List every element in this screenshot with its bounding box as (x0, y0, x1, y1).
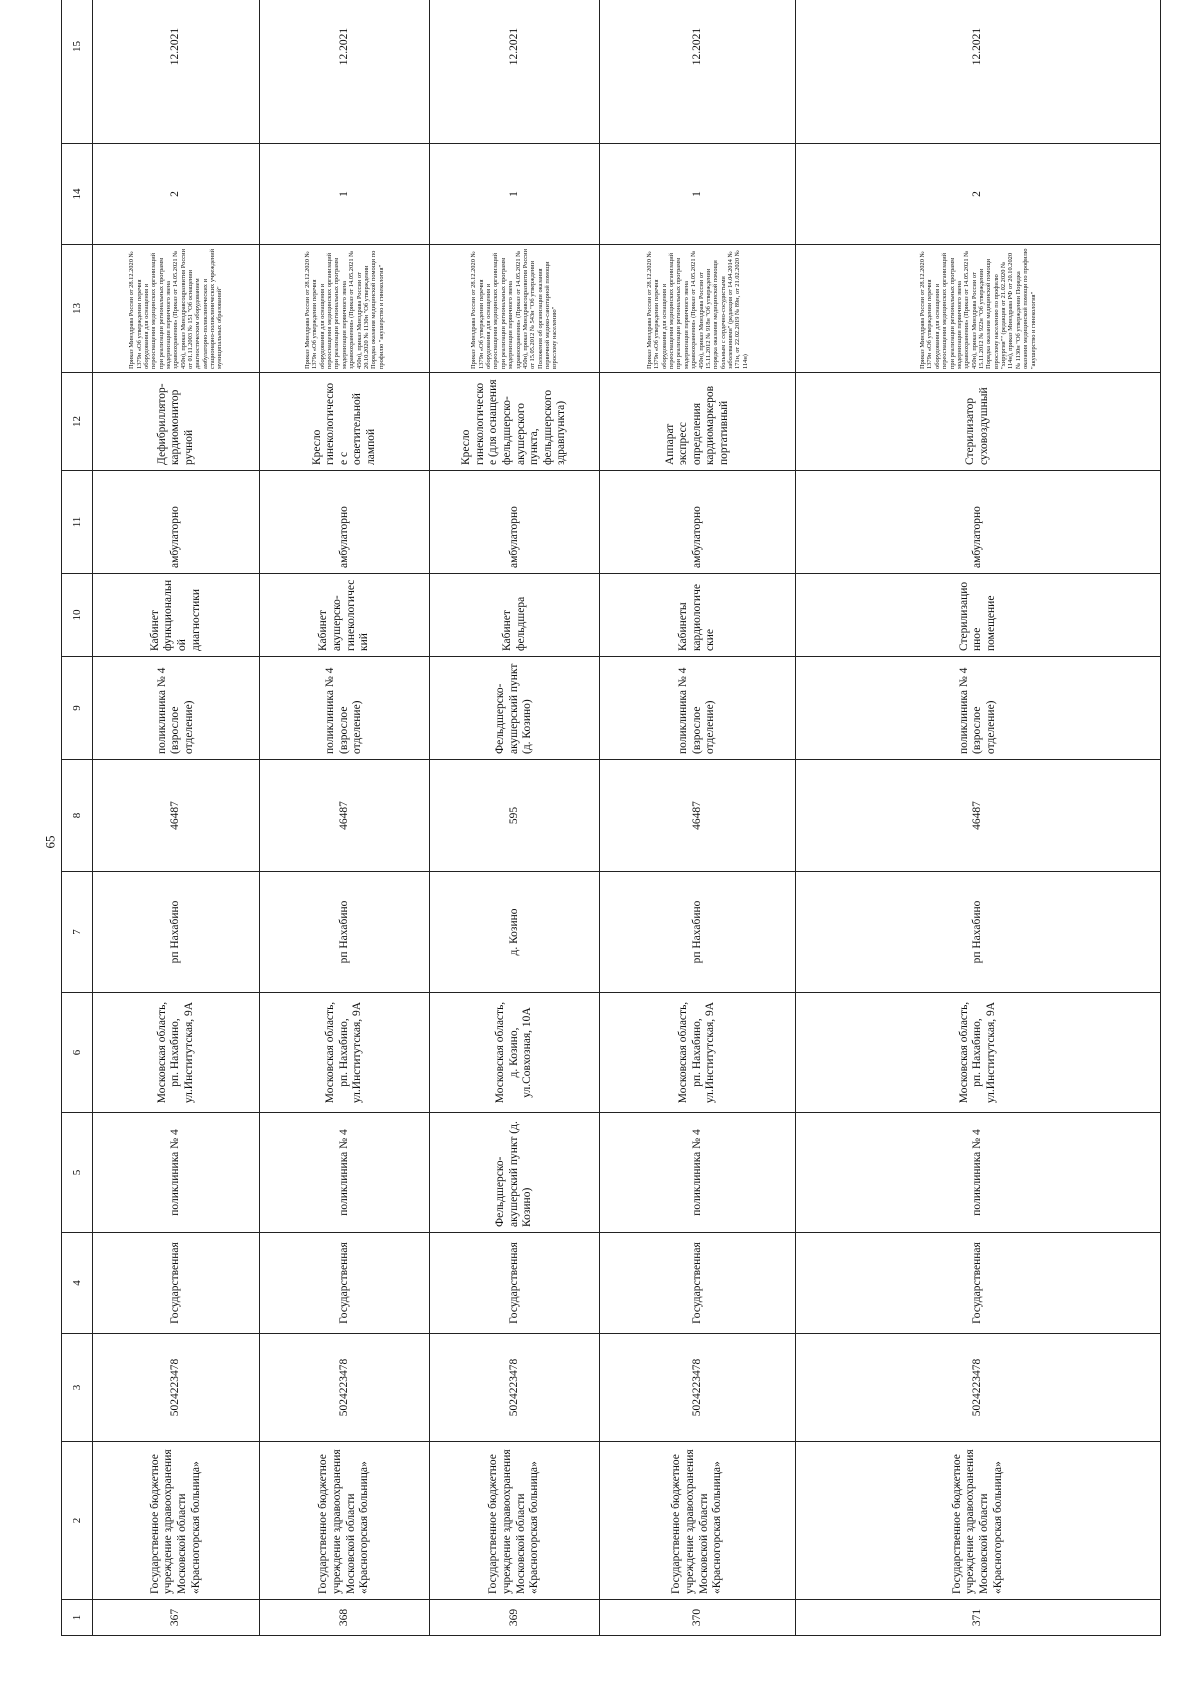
organization-name: Государственное бюджетное учреждение здравоохранения Московской области «Красногорская больница» (796, 1442, 1161, 1600)
locality-cell: рп Нахабино (600, 872, 796, 993)
ownership-cell: Государственная (430, 1233, 600, 1334)
branch-cell: поликлиника № 4 (796, 1113, 1161, 1233)
page-number: 65 (42, 835, 58, 849)
col-header: 8 (62, 760, 93, 872)
room-cell: Кабинет фельдшера (430, 574, 600, 657)
col-header: 6 (62, 993, 93, 1113)
equipment-register-table (61, 0, 1161, 1636)
col-header: 7 (62, 872, 93, 993)
row-number: 368 (260, 1600, 430, 1636)
oktmo-cell: 595 (430, 760, 600, 872)
inn-cell: 5024223478 (260, 1334, 430, 1442)
locality-cell: рп Нахабино (796, 872, 1161, 993)
equipment-cell: Кресло гинекологическое (для оснащения фельдшерско-акушерского пункта, фельдшерского здравпункта) (430, 373, 600, 471)
equipment-cell: Аппарат экспресс определения кардиомаркеров портативный (600, 373, 796, 471)
date-cell: 12.2021 (600, 0, 796, 144)
address-cell: Московская область, д. Козино, ул.Совхозная, 10А (430, 993, 600, 1113)
address-cell: Московская область, рп. Нахабино, ул.Институтская, 9А (796, 993, 1161, 1113)
table-row (796, 0, 1161, 1636)
col-header: 13 (62, 245, 93, 373)
row-number: 370 (600, 1600, 796, 1636)
legal-basis-cell: Приказ Минздрава России от 28.12.2020 № 1379н «Об утверждении перечня оборудования для оснащения и переоснащения медицинских организаций при реализации региональных программ модернизации первичного звена здравоохранения» (Приказ от 14.05.2021 № 450н), приказ Минздрава России от 15.11.2012 № 918н "Об утверждении порядка оказания медицинской помощи больным с сердечно-сосудистыми заболеваниями" (редакция от 14.04.2014 № 171н, от 22.02.2019 № 89н, от 21.02.2020 № 114н) (600, 245, 796, 373)
room-cell: Кабинеты кардиологические (600, 574, 796, 657)
ownership-cell: Государственная (796, 1233, 1161, 1334)
locality-cell: рп Нахабино (93, 872, 260, 993)
date-cell: 12.2021 (93, 0, 260, 144)
care-form-cell: амбулаторно (93, 471, 260, 574)
legal-basis-cell: Приказ Минздрава России от 28.12.2020 № 1379н «Об утверждении перечня оборудования для оснащения и переоснащения медицинских организаций при реализации региональных программ модернизации первичного звена здравоохранения» (Приказ от 14.05.2021 № 450н), приказ Минздравсоцразвития России от 01.11.2003 № 151 "Об оснащении диагностическим оборудованием амбулаторно-поликлинических и стационарно-поликлинических учреждений муниципальных образований" (93, 245, 260, 373)
organization-name: Государственное бюджетное учреждение здравоохранения Московской области «Красногорская больница» (600, 1442, 796, 1600)
table-row (93, 0, 260, 1636)
date-cell: 12.2021 (430, 0, 600, 144)
equipment-cell: Кресло гинекологическое с осветительной лампой (260, 373, 430, 471)
room-cell: Стерилизационное помещение (796, 574, 1161, 657)
unit-cell: Фельдшерско-акушерский пункт (д. Козино) (430, 657, 600, 760)
oktmo-cell: 46487 (600, 760, 796, 872)
unit-cell: поликлиника № 4 (взрослое отделение) (93, 657, 260, 760)
care-form-cell: амбулаторно (600, 471, 796, 574)
col-header: 9 (62, 657, 93, 760)
inn-cell: 5024223478 (600, 1334, 796, 1442)
ownership-cell: Государственная (260, 1233, 430, 1334)
equipment-cell: Стерилизатор суховоздушный (796, 373, 1161, 471)
col-header: 1 (62, 1600, 93, 1636)
equipment-cell: Дефибриллятор-кардиомонитор ручной (93, 373, 260, 471)
legal-basis-cell: Приказ Минздрава России от 28.12.2020 № 1379н «Об утверждении перечня оборудования для оснащения и переоснащения медицинских организаций при реализации региональных программ модернизации первичного звена здравоохранения» (Приказ от 14.05.2021 № 450н), приказ Минздравсоцразвития России от 15.05.2012 № 543н "Об утверждении Положения об организации оказания первичной медико-санитарной помощи взрослому населению" (430, 245, 600, 373)
inn-cell: 5024223478 (796, 1334, 1161, 1442)
oktmo-cell: 46487 (796, 760, 1161, 872)
branch-cell: Фельдшерско-акушерский пункт (д. Козино) (430, 1113, 600, 1233)
inn-cell: 5024223478 (430, 1334, 600, 1442)
organization-name: Государственное бюджетное учреждение здравоохранения Московской области «Красногорская больница» (93, 1442, 260, 1600)
inn-cell: 5024223478 (93, 1334, 260, 1442)
unit-cell: поликлиника № 4 (взрослое отделение) (600, 657, 796, 760)
legal-basis-cell: Приказ Минздрава России от 28.12.2020 № 1379н «Об утверждении перечня оборудования для оснащения и переоснащения медицинских организаций при реализации региональных программ модернизации первичного звена здравоохранения» (Приказ от 14.05.2021 № 450н), приказ Минздрава России от 20.10.2020 № 1130н "Об утверждении Порядка оказания медицинской помощи по профилю "акушерство и гинекология" (260, 245, 430, 373)
col-header: 11 (62, 471, 93, 574)
oktmo-cell: 46487 (260, 760, 430, 872)
room-cell: Кабинет акушерско-гинекологический (260, 574, 430, 657)
legal-basis-cell: Приказ Минздрава России от 28.12.2020 № 1379н «Об утверждении перечня оборудования для оснащения и переоснащения медицинских организаций при реализации региональных программ модернизации первичного звена здравоохранения» (Приказ от 14.05.2021 № 450н), приказ Минздрава России от 15.11.2012 № 922н "Об утверждении Порядка оказания медицинской помощи взрослому населению по профилю "хирургия"" (редакция от 21.02.2020 № 114н), приказ Минздрава РФ от 20.10.2020 № 1130н "Об утверждении Порядка оказания медицинской помощи по профилю "акушерство и гинекология" (796, 245, 1161, 373)
quantity-cell: 1 (600, 144, 796, 245)
unit-cell: поликлиника № 4 (взрослое отделение) (260, 657, 430, 760)
table-row (260, 0, 430, 1636)
unit-cell: поликлиника № 4 (взрослое отделение) (796, 657, 1161, 760)
table-row (600, 0, 796, 1636)
locality-cell: д. Козино (430, 872, 600, 993)
branch-cell: поликлиника № 4 (600, 1113, 796, 1233)
col-header: 2 (62, 1442, 93, 1600)
column-number-row (62, 0, 93, 1636)
oktmo-cell: 46487 (93, 760, 260, 872)
register-sheet (61, 27, 1155, 1636)
room-cell: Кабинет функциональной диагностики (93, 574, 260, 657)
quantity-cell: 2 (796, 144, 1161, 245)
quantity-cell: 2 (93, 144, 260, 245)
col-header: 15 (62, 0, 93, 144)
date-cell: 12.2021 (796, 0, 1161, 144)
col-header: 3 (62, 1334, 93, 1442)
branch-cell: поликлиника № 4 (93, 1113, 260, 1233)
organization-name: Государственное бюджетное учреждение здравоохранения Московской области «Красногорская больница» (260, 1442, 430, 1600)
quantity-cell: 1 (260, 144, 430, 245)
quantity-cell: 1 (430, 144, 600, 245)
care-form-cell: амбулаторно (796, 471, 1161, 574)
col-header: 12 (62, 373, 93, 471)
ownership-cell: Государственная (600, 1233, 796, 1334)
ownership-cell: Государственная (93, 1233, 260, 1334)
col-header: 4 (62, 1233, 93, 1334)
col-header: 10 (62, 574, 93, 657)
care-form-cell: амбулаторно (260, 471, 430, 574)
col-header: 14 (62, 144, 93, 245)
care-form-cell: амбулаторно (430, 471, 600, 574)
row-number: 367 (93, 1600, 260, 1636)
address-cell: Московская область, рп. Нахабино, ул.Институтская, 9А (260, 993, 430, 1113)
address-cell: Московская область, рп. Нахабино, ул.Институтская, 9А (600, 993, 796, 1113)
address-cell: Московская область, рп. Нахабино, ул.Институтская, 9А (93, 993, 260, 1113)
locality-cell: рп Нахабино (260, 872, 430, 993)
branch-cell: поликлиника № 4 (260, 1113, 430, 1233)
table-row (430, 0, 600, 1636)
row-number: 371 (796, 1600, 1161, 1636)
col-header: 5 (62, 1113, 93, 1233)
row-number: 369 (430, 1600, 600, 1636)
date-cell: 12.2021 (260, 0, 430, 144)
organization-name: Государственное бюджетное учреждение здравоохранения Московской области «Красногорская больница» (430, 1442, 600, 1600)
